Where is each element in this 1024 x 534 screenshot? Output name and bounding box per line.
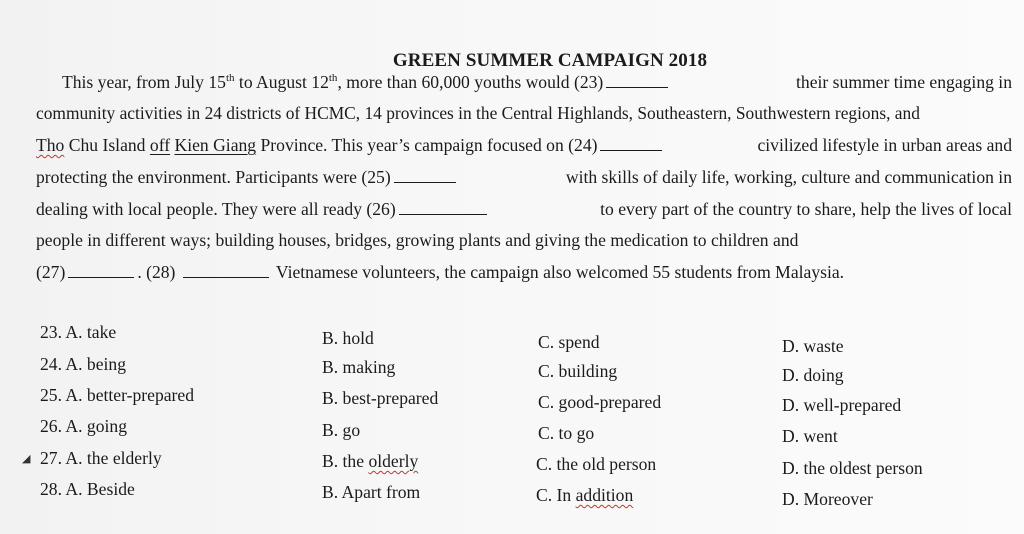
blank-28[interactable] <box>183 263 269 278</box>
question-28 <box>0 479 1024 507</box>
option-23-b[interactable]: B. hold <box>322 328 374 348</box>
row-marker-icon: ◢ <box>22 453 31 465</box>
question-26 <box>0 416 1024 444</box>
option-24-d[interactable]: D. doing <box>782 365 844 385</box>
option-24-b[interactable]: B. making <box>322 357 396 377</box>
passage-line-5: dealing with local people. They were all ready (26) to every part of the country to share, help the lives of local <box>36 199 1012 219</box>
option-23-c[interactable]: C. spend <box>538 332 600 352</box>
question-27 <box>0 448 1024 476</box>
blank-27[interactable] <box>68 263 134 278</box>
option-23-a[interactable]: 23. A. take <box>40 322 117 342</box>
option-28-a[interactable]: 28. A. Beside <box>40 479 135 499</box>
option-28-b[interactable]: B. Apart from <box>322 482 421 502</box>
option-27-c[interactable]: C. the old person <box>536 454 657 474</box>
option-28-c[interactable]: C. In addition <box>536 485 634 505</box>
option-25-b[interactable]: B. best-prepared <box>322 388 439 408</box>
passage-line-7: (27) . (28) Vietnamese volunteers, the campaign also welcomed 55 students from Malaysia. <box>36 262 845 282</box>
passage-title: GREEN SUMMER CAMPAIGN 2018 <box>392 50 708 71</box>
option-27-d[interactable]: D. the oldest person <box>782 458 923 478</box>
passage-line-1: This year, from July 15th to August 12th, more than 60,000 youths would (23) their summer time engaging in <box>62 72 1012 92</box>
option-27-b[interactable]: B. the olderly <box>322 451 419 471</box>
option-23-d[interactable]: D. waste <box>782 336 844 356</box>
option-25-a[interactable]: 25. A. better-prepared <box>40 385 195 405</box>
blank-23[interactable] <box>606 73 668 88</box>
option-28-d[interactable]: D. Moreover <box>782 489 873 509</box>
option-25-c[interactable]: C. good-prepared <box>538 392 662 412</box>
option-26-a[interactable]: 26. A. going <box>40 416 127 436</box>
blank-24[interactable] <box>600 136 662 151</box>
option-26-d[interactable]: D. went <box>782 426 838 446</box>
question-23 <box>0 322 1024 356</box>
blank-25[interactable] <box>394 168 456 183</box>
passage-line-3: Tho Chu Island off Kien Giang Province. This year’s campaign focused on (24) civilized lifestyle in urban areas and <box>36 135 1012 155</box>
option-24-c[interactable]: C. building <box>538 361 618 381</box>
option-27-a[interactable]: 27. A. the elderly <box>40 448 162 468</box>
option-26-b[interactable]: B. go <box>322 420 361 440</box>
option-24-a[interactable]: 24. A. being <box>40 354 127 374</box>
option-26-c[interactable]: C. to go <box>538 423 595 443</box>
question-25 <box>0 385 1024 413</box>
option-25-d[interactable]: D. well-prepared <box>782 395 902 415</box>
passage-line-6: people in different ways; building houses, bridges, growing plants and giving the medication to children and <box>36 230 799 250</box>
question-24 <box>0 354 1024 385</box>
blank-26[interactable] <box>399 200 487 215</box>
passage-line-4: protecting the environment. Participants were (25) with skills of daily life, working, culture and communication in <box>36 167 1012 187</box>
passage-line-2: community activities in 24 districts of HCMC, 14 provinces in the Central Highlands, Southeastern, Southwestern regions, and <box>36 103 920 123</box>
